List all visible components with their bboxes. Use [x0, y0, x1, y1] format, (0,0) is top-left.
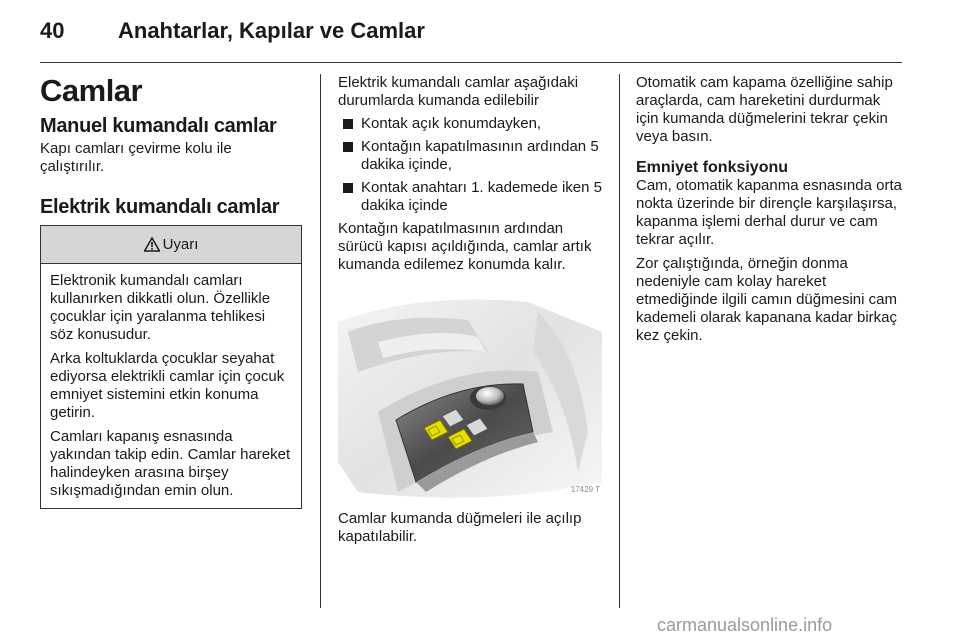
safety-function-text: Cam, otomatik kapanma esnasında orta nokta üzerinde bir dirençle karşılaşırsa, kapanma işlemi derhal durur ve cam tekrar açılır.	[636, 177, 902, 248]
door-open-text: Kontağın kapatılmasının ardından sürücü kapısı açıldığında, camlar artık kumanda edilemez konumda kalır.	[338, 220, 592, 273]
operation-intro: Elektrik kumandalı camlar aşağıdaki durumlarda kumanda edilebilir	[338, 74, 579, 109]
warning-paragraph: Arka koltuklarda çocuklar seyahat ediyorsa elektrikli camlar için çocuk emniyet sistemini etkin konuma getirin.	[50, 350, 285, 421]
column-right	[636, 74, 902, 345]
column-middle	[338, 74, 602, 546]
auto-close-text: Otomatik cam kapama özelliğine sahip araçlarda, cam hareketini durdurmak için kumanda düğmelerini tekrar çekin veya basın.	[636, 74, 893, 145]
manual-windows-text: Kapı camları çevirme kolu ile çalıştırılır.	[40, 140, 232, 175]
list-item	[338, 179, 602, 215]
warning-paragraph: Camları kapanış esnasında yakından takip edin. Camlar hareket halindeyken arasına birşey sıkışmadığından emin olun.	[50, 428, 291, 499]
electric-windows-heading: Elektrik kumandalı camlar	[40, 196, 280, 218]
safety-function-heading: Emniyet fonksiyonu	[636, 159, 789, 176]
warning-body	[41, 264, 301, 508]
bullet-icon	[343, 183, 353, 193]
warning-triangle-icon	[144, 237, 160, 252]
warning-paragraph: Elektronik kumandalı camları kullanırken dikkatli olun. Özellikle çocuklar için yaralanma tehlikesi söz konusudur.	[50, 272, 271, 343]
list-item-text: Kontak açık konumdayken,	[361, 115, 542, 132]
list-item	[338, 115, 602, 133]
window-switch-figure	[338, 292, 602, 502]
column-divider	[320, 74, 321, 608]
list-item-text: Kontağın kapatılmasının ardından 5 dakika içinde,	[361, 138, 599, 173]
list-item-text: Kontak anahtarı 1. kademede iken 5 dakika içinde	[361, 179, 602, 214]
list-item	[338, 138, 602, 174]
chapter-title: Anahtarlar, Kapılar ve Camlar	[118, 18, 425, 43]
section-title: Camlar	[40, 73, 143, 108]
header-rule	[40, 62, 902, 63]
stiff-window-text: Zor çalıştığında, örneğin donma nedeniyle cam kolay hareket etmediğinde ilgili camın düğmesini cam kademeli olarak kapanana kadar birkaç kez çekin.	[636, 255, 897, 344]
warning-box	[40, 225, 302, 509]
bullet-icon	[343, 119, 353, 129]
door-panel-illustration	[338, 292, 602, 502]
watermark: carmanualsonline.info	[657, 615, 833, 635]
warning-header	[41, 226, 301, 264]
bullet-icon	[343, 142, 353, 152]
manual-windows-heading: Manuel kumandalı camlar	[40, 115, 277, 137]
figure-caption: Camlar kumanda düğmeleri ile açılıp kapatılabilir.	[338, 510, 582, 545]
page-number: 40	[40, 18, 65, 43]
column-left	[40, 74, 302, 509]
column-divider	[619, 74, 620, 608]
figure-code: 17429 T	[570, 485, 600, 494]
warning-label: Uyarı	[162, 236, 199, 253]
